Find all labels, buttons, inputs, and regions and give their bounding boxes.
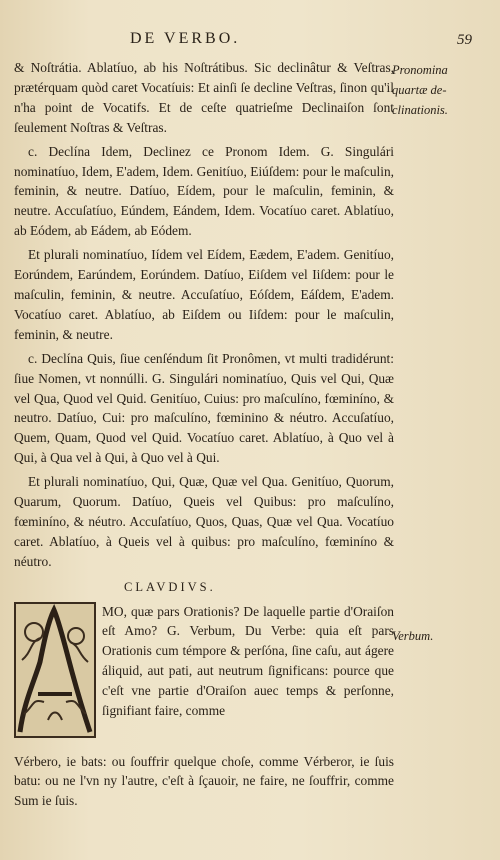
- text-body: [14, 58, 394, 811]
- page-header: [0, 30, 500, 54]
- paragraph-quis-singular: c. Declína Quis, ſiue cenſéndum ſit Pronômen, vt multi tradidérunt: ſiue Nomen, vt nonnúlli. G. Singulári nominatíuo, Quis vel Qui, Quæ vel Qua, Quod vel Quid. Genitíuo, Cuius: pro maſculíno, fœminíno, & neutro. Datíuo, Cui: pro maſculíno, fœminino & néutro. Accuſatíuo, Quem, Quam, Quod vel Quid. Vocatíuo caret. Ablatíuo, à Quo vel à Qui, à Qua vel à Qui, à Quo vel à Qui.: [14, 350, 394, 466]
- dropcap-block: [14, 602, 394, 752]
- paragraph-idem-singular: c. Declína Idem, Declinez ce Pronom Idem. G. Singulári nominatíuo, Idem, E'adem, Idem. Genitíuo, Eiúſdem: pour le maſculin, feminin, & neutre. Datíuo, Eídem, pour le maſculin, feminin, & neutre. Accuſatíuo, Eúndem, Eándem, Idem. Vocatíuo caret. Ablatíuo, ab Eódem, ab Eádem, ab Eódem.: [14, 143, 394, 239]
- paragraph-quis-plural: Et plurali nominatíuo, Qui, Quæ, Quæ vel Qua. Genitíuo, Quorum, Quarum, Quorum. Datíuo, Queis vel Quibus: pro maſculíno, fœminíno, & néutro. Accuſatíuo, Quos, Quas, Quæ vel Qua. Vocatíuo caret. Ablatíuo, à Queis vel à quibus: pro maſculíno, fœminíno & néutro.: [14, 474, 394, 569]
- speaker-heading: CLAVDIVS.: [124, 579, 216, 594]
- decorated-initial-a-icon: [14, 602, 96, 738]
- margin-note-pronomina-3: clinationis.: [392, 103, 448, 117]
- paragraph-nostras: & Noſtrátia. Ablatíuo, ab his Noſtrátibus. Sic declinâtur & Veſtras, prætérquam quòd caret Vocatíuis: Et ainſi ſe decline Veſtras, ſinon qu'il n'ha point de Vocatifs. Et de ceſte quatrieſme Declinaiſon ſont ſeulement Noſtras & Veſtras.: [14, 60, 394, 135]
- margin-notes: [392, 60, 496, 643]
- margin-note-pronomina-1: Pronomina: [392, 63, 448, 77]
- page-number: 59: [457, 32, 472, 48]
- paragraph-verbero: Vérbero, ie bats: ou ſouffrir quelque choſe, comme Vérberor, ie ſuis batu: ou ne l'vn ny l'autre, c'eſt à ſçauoir, ne faire, ne ſouffrir, comme Sum ie ſuis.: [14, 753, 394, 809]
- paragraph-amo: MO, quæ pars Orationis? De laquelle partie d'Oraiſon eſt Amo? G. Verbum, Du Verbe: quia eſt pars Orationis cum témpore & perſóna, ſine caſu, aut ágere áliquid, aut pati, aut neutrum ſignificans: pource que c'eſt vne partie d'Oraiſon auec temps & perſonne, ſignifiant faire, comme: [102, 603, 394, 719]
- margin-note-verbum: Verbum.: [392, 629, 434, 643]
- margin-note-pronomina-2: quartæ de-: [392, 83, 447, 97]
- running-head: DE VERBO.: [130, 30, 241, 47]
- paragraph-idem-plural: Et plurali nominatíuo, Iídem vel Eídem, Eædem, E'adem. Genitíuo, Eorúndem, Earúndem, Eorúndem. Datíuo, Eiſdem vel Iiſdem: pour le maſculin, feminin, & neutre. Accuſatíuo, Eóſdem, Eáſdem, E'adem. Vocatíuo caret. Ablatíuo, ab Eiſdem ou Iiſdem: pour le maſculin, feminin, & neutre.: [14, 247, 394, 342]
